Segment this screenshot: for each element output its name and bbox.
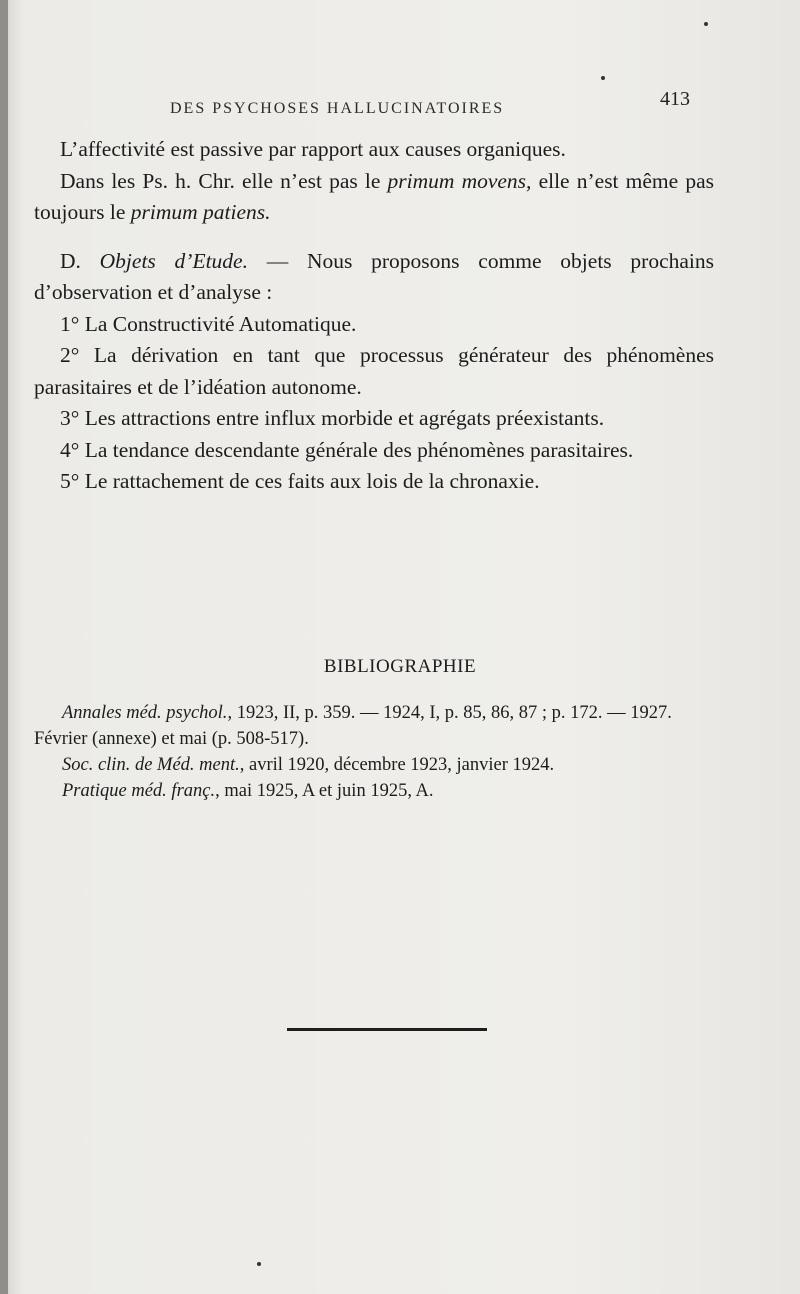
body-text bbox=[34, 134, 714, 498]
list-item-3: 3° Les attractions entre influx morbide et agrégats préexistants. bbox=[60, 406, 605, 430]
closing-rule bbox=[287, 1028, 487, 1031]
bibliography-list bbox=[34, 700, 724, 804]
bibliography-entry: Soc. clin. de Méd. ment., avril 1920, décembre 1923, janvier 1924. bbox=[62, 755, 555, 775]
paragraph-spacer bbox=[34, 229, 714, 246]
paragraph-affectivite: L’affectivité est passive par rapport aux causes organiques. bbox=[60, 137, 566, 161]
page-number: 413 bbox=[660, 88, 690, 110]
running-head: DES PSYCHOSES HALLUCINATOIRES bbox=[170, 100, 505, 117]
bibliography-heading: BIBLIOGRAPHIE bbox=[323, 656, 477, 677]
list-item-4: 4° La tendance descendante générale des phénomènes parasitaires. bbox=[60, 437, 634, 462]
list-item-5: 5° Le rattachement de ces faits aux lois de la chronaxie. bbox=[60, 469, 540, 493]
ink-speck bbox=[257, 1262, 261, 1266]
paragraph-primum: Dans les Ps. h. Chr. elle n’est pas le primum movens, elle n’est même pas toujours le primum patiens. bbox=[34, 168, 714, 224]
list-item-2: 2° La dérivation en tant que processus générateur des phénomènes parasitaires et de l’idéation autonome. bbox=[34, 343, 714, 399]
ink-speck bbox=[601, 76, 605, 80]
page-binding-edge bbox=[0, 0, 8, 1294]
section-heading-objets: D. Objets d’Etude. — Nous proposons comme objets prochains d’observation et d’analyse : bbox=[34, 248, 714, 304]
bibliography-entry: Annales méd. psychol., 1923, II, p. 359. — 1924, I, p. 85, 86, 87 ; p. 172. — 1927. Février (annexe) et mai (p. 508-517). bbox=[34, 703, 672, 749]
bibliography-entry: Pratique méd. franç., mai 1925, A et juin 1925, A. bbox=[62, 781, 434, 801]
ink-speck bbox=[704, 22, 708, 26]
list-item-1: 1° La Constructivité Automatique. bbox=[60, 311, 357, 336]
